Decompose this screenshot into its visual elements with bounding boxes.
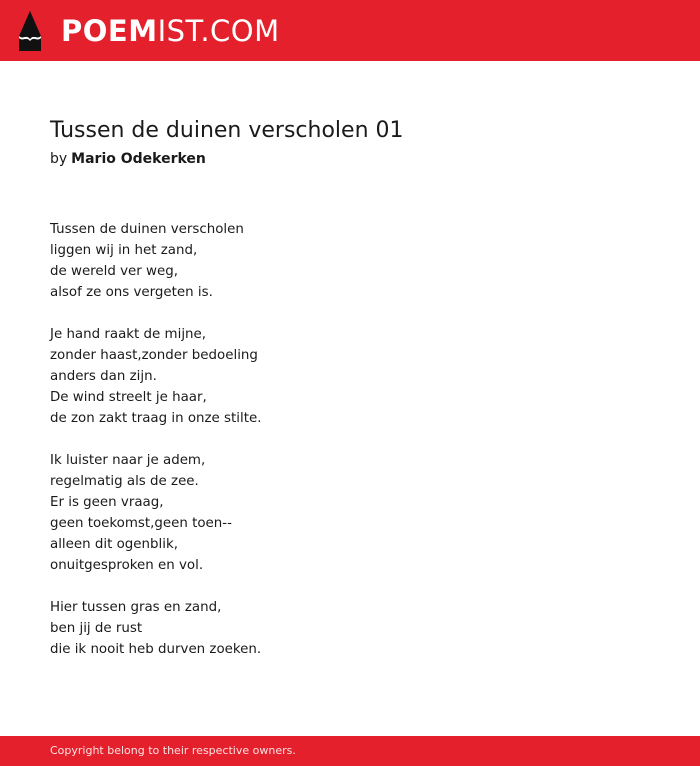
author-name: Mario Odekerken xyxy=(71,151,206,167)
pencil-tip-icon xyxy=(17,10,43,52)
poem-line: De wind streelt je haar, xyxy=(50,390,207,405)
poem-title: Tussen de duinen verscholen 01 xyxy=(50,118,404,143)
poem-line: die ik nooit heb durven zoeken. xyxy=(50,642,262,657)
poem-line: alsof ze ons vergeten is. xyxy=(50,285,213,300)
site-header xyxy=(0,0,700,61)
poem-line: geen toekomst,geen toen-- xyxy=(50,516,232,531)
stanza xyxy=(50,597,261,660)
poem-line: Tussen de duinen verscholen xyxy=(50,222,244,237)
poem-body xyxy=(50,219,261,681)
poem-line: Hier tussen gras en zand, xyxy=(50,600,222,615)
site-footer xyxy=(0,736,700,766)
logo-wordmark-bold: POEM xyxy=(61,14,158,48)
poem-line: Ik luister naar je adem, xyxy=(50,453,206,468)
poem-line: ben jij de rust xyxy=(50,621,143,636)
logo-wordmark xyxy=(61,9,280,53)
stanza xyxy=(50,450,261,576)
poem-line: Je hand raakt de mijne, xyxy=(50,327,207,342)
logo-wordmark-light: IST.COM xyxy=(157,14,280,48)
poem-line: regelmatig als de zee. xyxy=(50,474,199,489)
poem-line: liggen wij in het zand, xyxy=(50,243,198,258)
poem-line: zonder haast,zonder bedoeling xyxy=(50,348,258,363)
site-logo[interactable] xyxy=(17,9,280,53)
byline-prefix: by xyxy=(50,151,68,167)
poem-line: Er is geen vraag, xyxy=(50,495,164,510)
stanza xyxy=(50,219,261,303)
copyright-notice: Copyright belong to their respective owners. xyxy=(50,744,296,757)
poem-line: anders dan zijn. xyxy=(50,369,157,384)
byline xyxy=(50,148,206,170)
stanza xyxy=(50,324,261,429)
poem-line: de wereld ver weg, xyxy=(50,264,178,279)
poem-line: de zon zakt traag in onze stilte. xyxy=(50,411,262,426)
poem-line: alleen dit ogenblik, xyxy=(50,537,178,552)
poem-line: onuitgesproken en vol. xyxy=(50,558,204,573)
